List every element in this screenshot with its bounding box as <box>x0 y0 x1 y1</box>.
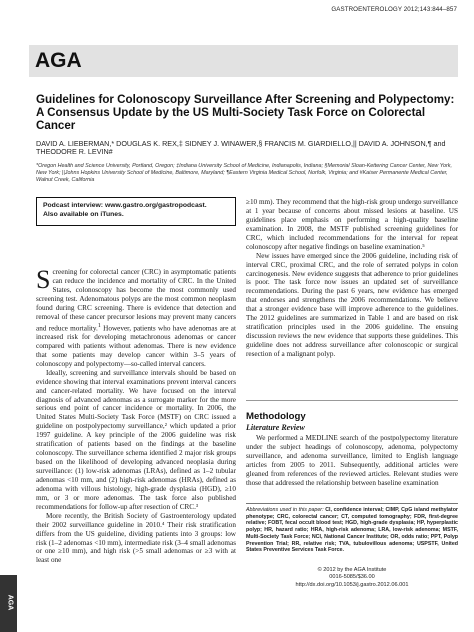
abbreviations-label: Abbreviations used in this paper: <box>246 507 324 513</box>
methodology-heading: Methodology <box>246 411 306 422</box>
right-column-text <box>246 198 458 359</box>
paragraph-british-society: More recently, the British Society of Gastroenterology updated their 2002 surveillance guideline in 2010.⁴ Their risk stratification differs from the US guideline, dividing patients into 3 groups: low risk (1–2 adenomas <10 mm), intermediate risk (3–4 small adenomas or one ≥10 mm), and high risk (>5 small adenomas or ≥3 with at least one <box>36 511 236 565</box>
footnote-ref[interactable]: 1 <box>97 322 101 329</box>
section-label: AGA <box>35 49 82 72</box>
copyright-line: © 2012 by the AGA Institute <box>317 567 387 573</box>
new-issues-lead: New issues have emerged since the 2006 guideline, including risk of interval CRC, proximal CRC, and the role of serrated polyps in colon carcinogenesis. New evidence suggests that adherence to prior guidelines is poor. The task force now issues an updated set of surveillance recommendations. During the past 6 years, new evidence has emerged that endorses and strengthens the 2006 recommendations. We believe that a stronger evidence base will improve adherence to the guidelines. The 2012 guidelines are summarized in <box>246 251 458 323</box>
doi-link[interactable]: http://dx.doi.org/10.1053/j.gastro.2012.06.001 <box>295 581 409 588</box>
side-section-tab <box>0 575 17 632</box>
intro-paragraph <box>36 265 236 369</box>
copyright-block <box>246 567 458 589</box>
methodology-paragraph: We performed a MEDLINE search of the postpolypectomy literature under the subject headings of colonoscopy, adenoma, polypectomy surveillance, and adenoma surveillance, limited to English language articles from 2005 to 2011. Subsequently, additional articles were gleaned from references of the reviewed articles. Relevant studies were those that addressed the relationship between baseline examination <box>246 434 458 487</box>
table-1-link[interactable]: Table 1 <box>367 314 391 323</box>
intro-lead-text: creening for colorectal cancer (CRC) in asymptomatic patients can reduce the incidence and mortality of CRC. In the United States, colonoscopy has become the most commonly used screening test. Adenomatous polyps are the most common neoplasm found during CRC screening. There is evidence that detection and removal of these cancer precursor lesions may prevent many cancers and reduce mortality. <box>36 268 236 333</box>
paragraph-high-risk-continued: ≥10 mm). They recommend that the high-risk group undergo surveillance at 1 year because of concerns about missed lesions at baseline. US guidelines place emphasis on performing a high-quality baseline examination. In 2008, the MSTF published screening guidelines for CRC, which included recommendations for the interval for repeat colonoscopy after negative findings on baseline examination.⁵ <box>246 198 458 251</box>
left-column-text <box>36 265 236 565</box>
abbreviations-list: CI, confidence interval; CIMP, CpG island methylator phenotype; CRC, colorectal cancer; CT, computed tomography; FDR, first-degree relative; FOBT, fecal occult blood test; HGD, high-grade dysplasia; HP, hyperplastic polyp; HR, hazard ratio; HRA, high-risk adenoma; LRA, low-risk adenoma; MSTF, Multi-Society Task Force; NCI, National Cancer Institute; OR, odds ratio; PPT, Polyp Prevention Trial; RR, relative risk; TVA, tubulovillous adenoma; USPSTF, United States Preventive Services Task Force. <box>246 507 458 554</box>
section-divider <box>246 400 458 401</box>
issn-price: 0016-5085/$36.00 <box>329 574 375 581</box>
podcast-link[interactable]: Podcast interview: www.gastro.org/gastropodcast. <box>43 202 207 209</box>
article-title: Guidelines for Colonoscopy Surveillance After Screening and Polypectomy: A Consensus Update by the US Multi-Society Task Force on Colorectal Cancer <box>36 93 455 132</box>
podcast-box[interactable] <box>36 197 236 226</box>
drop-cap: S <box>36 265 51 294</box>
affiliations: *Oregon Health and Science University, Portland, Oregon; ‡Indiana University School of Medicine, Indianapolis, Indiana; §Memorial Sloan-Kettering Cancer Center, New York, New York; ||Johns Hopkins University School of Medicine, Baltimore, Maryland; ¶Eastern Virginia Medical School, Norfolk, Virginia; and #Kaiser Permanente Medical Center, Walnut Creek, California <box>36 163 452 183</box>
paragraph-new-issues <box>246 252 458 359</box>
intro-tail-text: However, patients who have adenomas are at increased risk for developing metachronous adenomas or cancer compared with patients without adenomas. There is new evidence that some patients may develop cancer within 3–5 years of colonoscopy and polypectomy—so-called interval cancers. <box>36 324 236 368</box>
section-banner <box>29 45 458 77</box>
methodology-text <box>246 434 458 488</box>
literature-review-subheading: Literature Review <box>246 423 305 432</box>
abbreviations-divider <box>246 503 458 504</box>
side-tab-label: AGA <box>6 594 14 611</box>
podcast-itunes-note: Also available on iTunes. <box>43 210 124 218</box>
new-issues-tail: and are based on risk stratification principles used in the 2006 guideline. The ensuing discussion reviews the new evidence that supports these guidelines. This guideline does not address surveillance after colonoscopic or surgical resection of a malignant polyp. <box>246 314 458 358</box>
journal-citation: GASTROENTEROLOGY 2012;143:844–857 <box>331 6 457 13</box>
abbreviations-note <box>246 507 458 554</box>
author-list: DAVID A. LIEBERMAN,* DOUGLAS K. REX,‡ SIDNEY J. WINAWER,§ FRANCIS M. GIARDIELLO,|| DAVID A. JOHNSON,¶ and THEODORE R. LEVIN# <box>36 139 446 157</box>
paragraph-ideally: Ideally, screening and surveillance intervals should be based on evidence showing that interval examinations prevent interval cancers and cancer-related mortality. We have focused on the interval diagnosis of advanced adenomas as a surrogate marker for the more serious end point of cancer incidence or mortality. In 2006, the United States Multi-Society Task Force (MSTF) on CRC issued a guideline on postpolypectomy surveillance,² which updated a prior 1997 guideline. A key principle of the 2006 guideline was risk stratification of patients based on the findings at the baseline colonoscopy. The surveillance schema identified 2 major risk groups based on the likelihood of developing advanced neoplasia during surveillance: (1) low-risk adenomas (LRAs), defined as 1–2 tubular adenomas <10 mm, and (2) high-risk adenomas (HRAs), defined as adenoma with villous histology, high-grade dysplasia (HGD), ≥10 mm, or 3 or more adenomas. The task force also published recommendations for follow-up after resection of CRC.³ <box>36 368 236 511</box>
